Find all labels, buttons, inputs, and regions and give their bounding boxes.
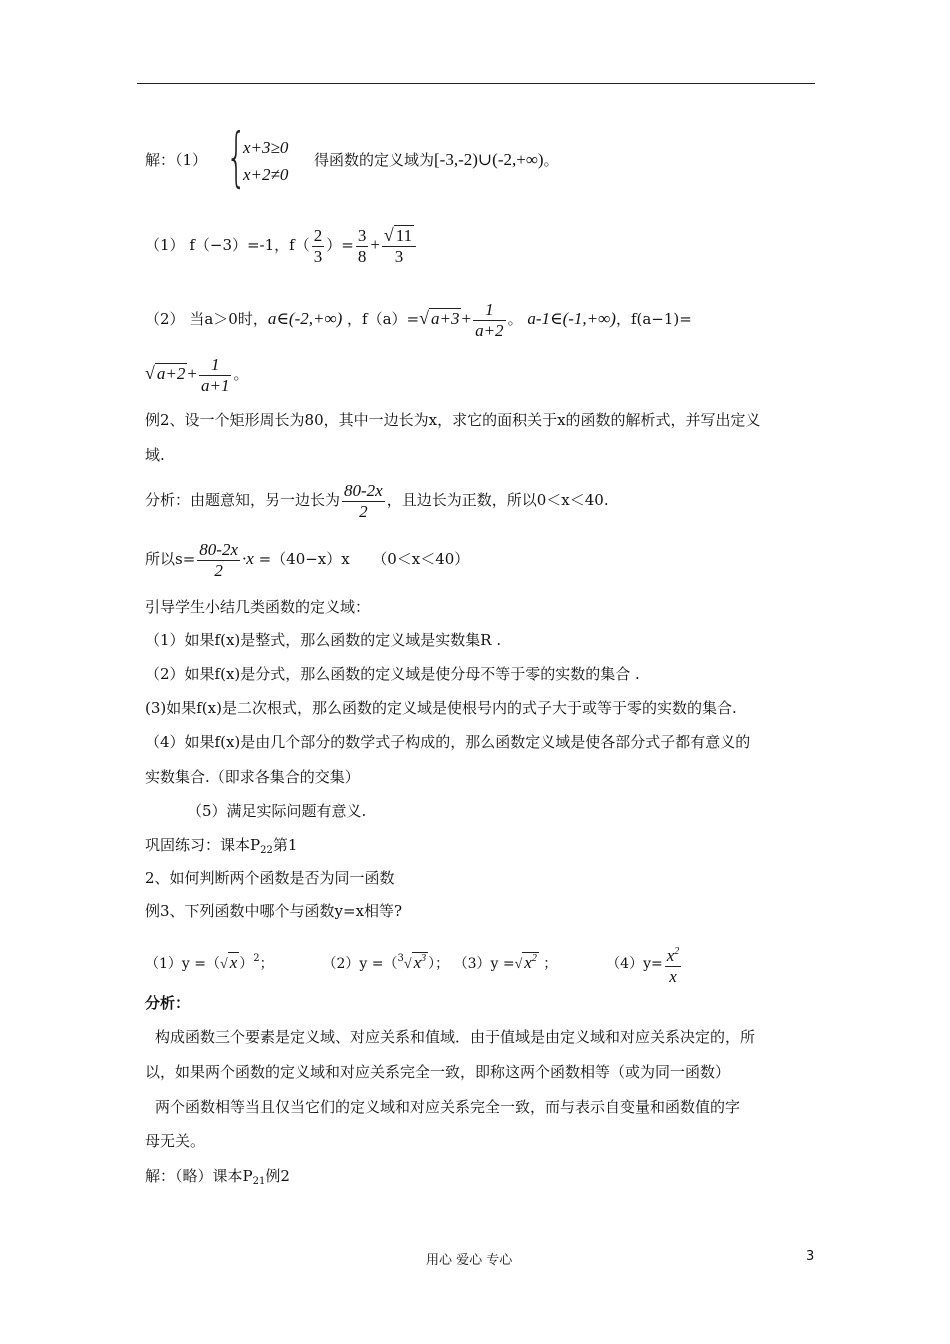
rule-2: （2）如果f(x)是分式，那么函数的定义域是使分母不等于零的实数的集合 . [145, 665, 640, 683]
rule-4: （4）如果f(x)是由几个部分的数学式子构成的，那么函数定义域是使各部分式子都有意义的 [145, 733, 751, 751]
root-index: 3 [397, 953, 404, 964]
option-1-post: ） [239, 956, 254, 972]
rule-1: （1）如果f(x)是整式，那么函数的定义域是实数集R . [145, 631, 502, 649]
option-3 [453, 953, 558, 972]
frac-num: 1 [473, 300, 505, 321]
sqrt-radicand: x [229, 953, 238, 972]
area-formula-line [145, 537, 469, 581]
question-2: 2、如何判断两个函数是否为同一函数 [145, 869, 395, 887]
f-of-a-minus-1: ，f(a−1)= [615, 310, 692, 328]
exponent: 3 [421, 953, 427, 964]
plus-sign: + [370, 235, 380, 254]
sqrt-radicand: 11 [395, 226, 413, 245]
frac-den: x [669, 966, 677, 986]
item-2-label: （2） [145, 310, 185, 328]
final-pre: 解：（略）课本P [145, 1167, 253, 1185]
example-2-line-2: 域. [145, 446, 165, 464]
footer-text: 用心 爱心 专心 [426, 1253, 513, 1268]
period: 。 [233, 365, 249, 383]
frac-den: 3 [313, 246, 323, 266]
option-1 [145, 953, 274, 972]
option-3-pre: （3）y = [453, 956, 515, 972]
fraction-three-eighths [356, 226, 369, 267]
frac-den: 8 [357, 246, 367, 266]
fraction-x-squared-over-x [665, 942, 682, 987]
frac-num: x [666, 945, 675, 965]
domain-statement [314, 150, 559, 170]
sqrt-radicand: x [413, 953, 422, 972]
fraction-side-length [342, 481, 385, 522]
item-2-text: 当a＞0时， [189, 310, 268, 328]
example-3: 例3、下列函数中哪个与函数y=x相等? [145, 902, 403, 920]
item-1-label: （1） [145, 236, 185, 254]
system-row-2: x+2≠0 [243, 165, 289, 184]
frac-num: 1 [199, 355, 231, 376]
times-x: ·x [242, 549, 254, 568]
practice-post: 第1 [272, 836, 298, 854]
rule-4-continued: 实数集合.（即求各集合的交集） [145, 768, 360, 786]
option-1-pre: （1）y =（ [145, 956, 220, 972]
final-post: 例2 [265, 1167, 290, 1185]
so-pre: 所以s= [145, 550, 196, 568]
page-number: 3 [806, 1249, 815, 1264]
exponent: 2 [674, 945, 680, 957]
practice-line [145, 835, 297, 861]
so-post: =（40−x）x （0＜x＜40） [258, 550, 470, 568]
sqrt-a-plus-3: √ a+3 [419, 308, 460, 328]
fraction-1-over-a-plus-1 [199, 355, 231, 396]
solution-line-1 [145, 150, 207, 170]
left-brace: { [226, 121, 247, 195]
analysis-post: ，且边长为正数，所以0＜x＜40. [386, 491, 609, 509]
example-2-line-1: 例2、设一个矩形周长为80，其中一边长为x，求它的面积关于x的函数的解析式，并写出定义 [145, 411, 761, 429]
system-row-1: x+3≥0 [243, 138, 289, 157]
domain-text: 得函数的定义域为 [314, 151, 435, 169]
solution-label: 解：（1） [145, 151, 208, 169]
option-2-pre: （2）y =（ [322, 956, 398, 972]
exponent: 2 [531, 953, 537, 964]
analysis-line [145, 478, 609, 522]
final-line [145, 1166, 290, 1192]
frac-den: 2 [359, 501, 368, 521]
frac-num: 80-2x [344, 480, 383, 500]
plus-sign: + [187, 364, 197, 383]
cube-root-x-cubed: √ $x^3$ [403, 953, 427, 972]
frac-num: 3 [357, 225, 367, 245]
sqrt-radicand: a+3 [431, 309, 460, 328]
option-4 [606, 945, 683, 986]
practice-sub: 22 [260, 845, 273, 856]
plus-sign: + [461, 309, 472, 328]
sqrt-a-plus-2: √ a+2 [145, 363, 186, 383]
rule-3: (3)如果f(x)是二次根式，那么函数的定义域是使根号内的式子大于或等于零的实数的集合. [145, 699, 737, 717]
fraction-sqrt-eleven [382, 225, 416, 267]
option-4-pre: （4）y= [606, 956, 663, 972]
period: 。 [507, 310, 523, 328]
item-2-continued [145, 351, 248, 396]
analysis-2-title: 分析： [145, 994, 191, 1012]
final-sub: 21 [252, 1176, 266, 1187]
paragraph-line-3: 两个函数相等当且仅当它们的定义域和对应关系完全一致，而与表示自变量和函数值的字 [155, 1098, 741, 1116]
exponent: 2 [253, 953, 260, 964]
frac-num: 80-2x [199, 539, 238, 559]
sqrt-radicand: a+2 [156, 364, 186, 383]
fraction-area [197, 540, 240, 581]
frac-den: 2 [214, 560, 223, 580]
sqrt-x: √ x [220, 953, 238, 972]
paragraph-line-1: 构成函数三个要素是定义域、对应关系和值域．由于值域是由定义域和对应关系决定的，所 [155, 1028, 756, 1046]
analysis-pre: 分析：由题意知，另一边长为 [145, 491, 341, 509]
frac-den: a+2 [475, 320, 504, 340]
a-domain: a∈(-2,+∞) [267, 309, 343, 328]
frac-den: a+1 [200, 375, 230, 395]
options-line [145, 941, 683, 987]
practice-pre: 巩固练习：课本P [145, 836, 261, 854]
paragraph-line-2: 以，如果两个函数的定义域和对应关系完全一致，即称这两个函数相等（或为同一函数） [145, 1063, 731, 1081]
semicolon: ； [259, 956, 274, 972]
header-rule [137, 83, 815, 84]
fraction-two-thirds [312, 226, 325, 267]
a-minus-1-domain: a-1∈(-1,+∞) [527, 309, 616, 328]
item-1-text: f（−3）=-1，f（ [189, 236, 310, 254]
rule-5: （5）满足实际问题有意义. [187, 802, 367, 820]
sqrt-eleven: √ 11 [383, 225, 413, 245]
guide-line: 引导学生小结几类函数的定义域： [145, 598, 371, 616]
option-2-post: ）； [428, 956, 450, 972]
sqrt-radicand: x [524, 953, 532, 972]
domain-end: 。 [543, 151, 559, 169]
item-1-eq: ）= [326, 236, 354, 254]
frac-den: 3 [394, 247, 404, 266]
f-of-a: ，f（a）= [347, 310, 420, 328]
fraction-1-over-a-plus-2 [473, 300, 505, 341]
option-2 [322, 953, 450, 972]
paragraph-line-4: 母无关。 [145, 1132, 206, 1150]
item-2 [145, 296, 692, 341]
frac-num: 2 [313, 225, 323, 245]
option-3-post: ； [543, 956, 558, 972]
item-1 [145, 222, 418, 268]
domain-set: [-3,-2)∪(-2,+∞) [434, 150, 544, 169]
sqrt-x-squared: √ $x^2$ [514, 953, 537, 972]
